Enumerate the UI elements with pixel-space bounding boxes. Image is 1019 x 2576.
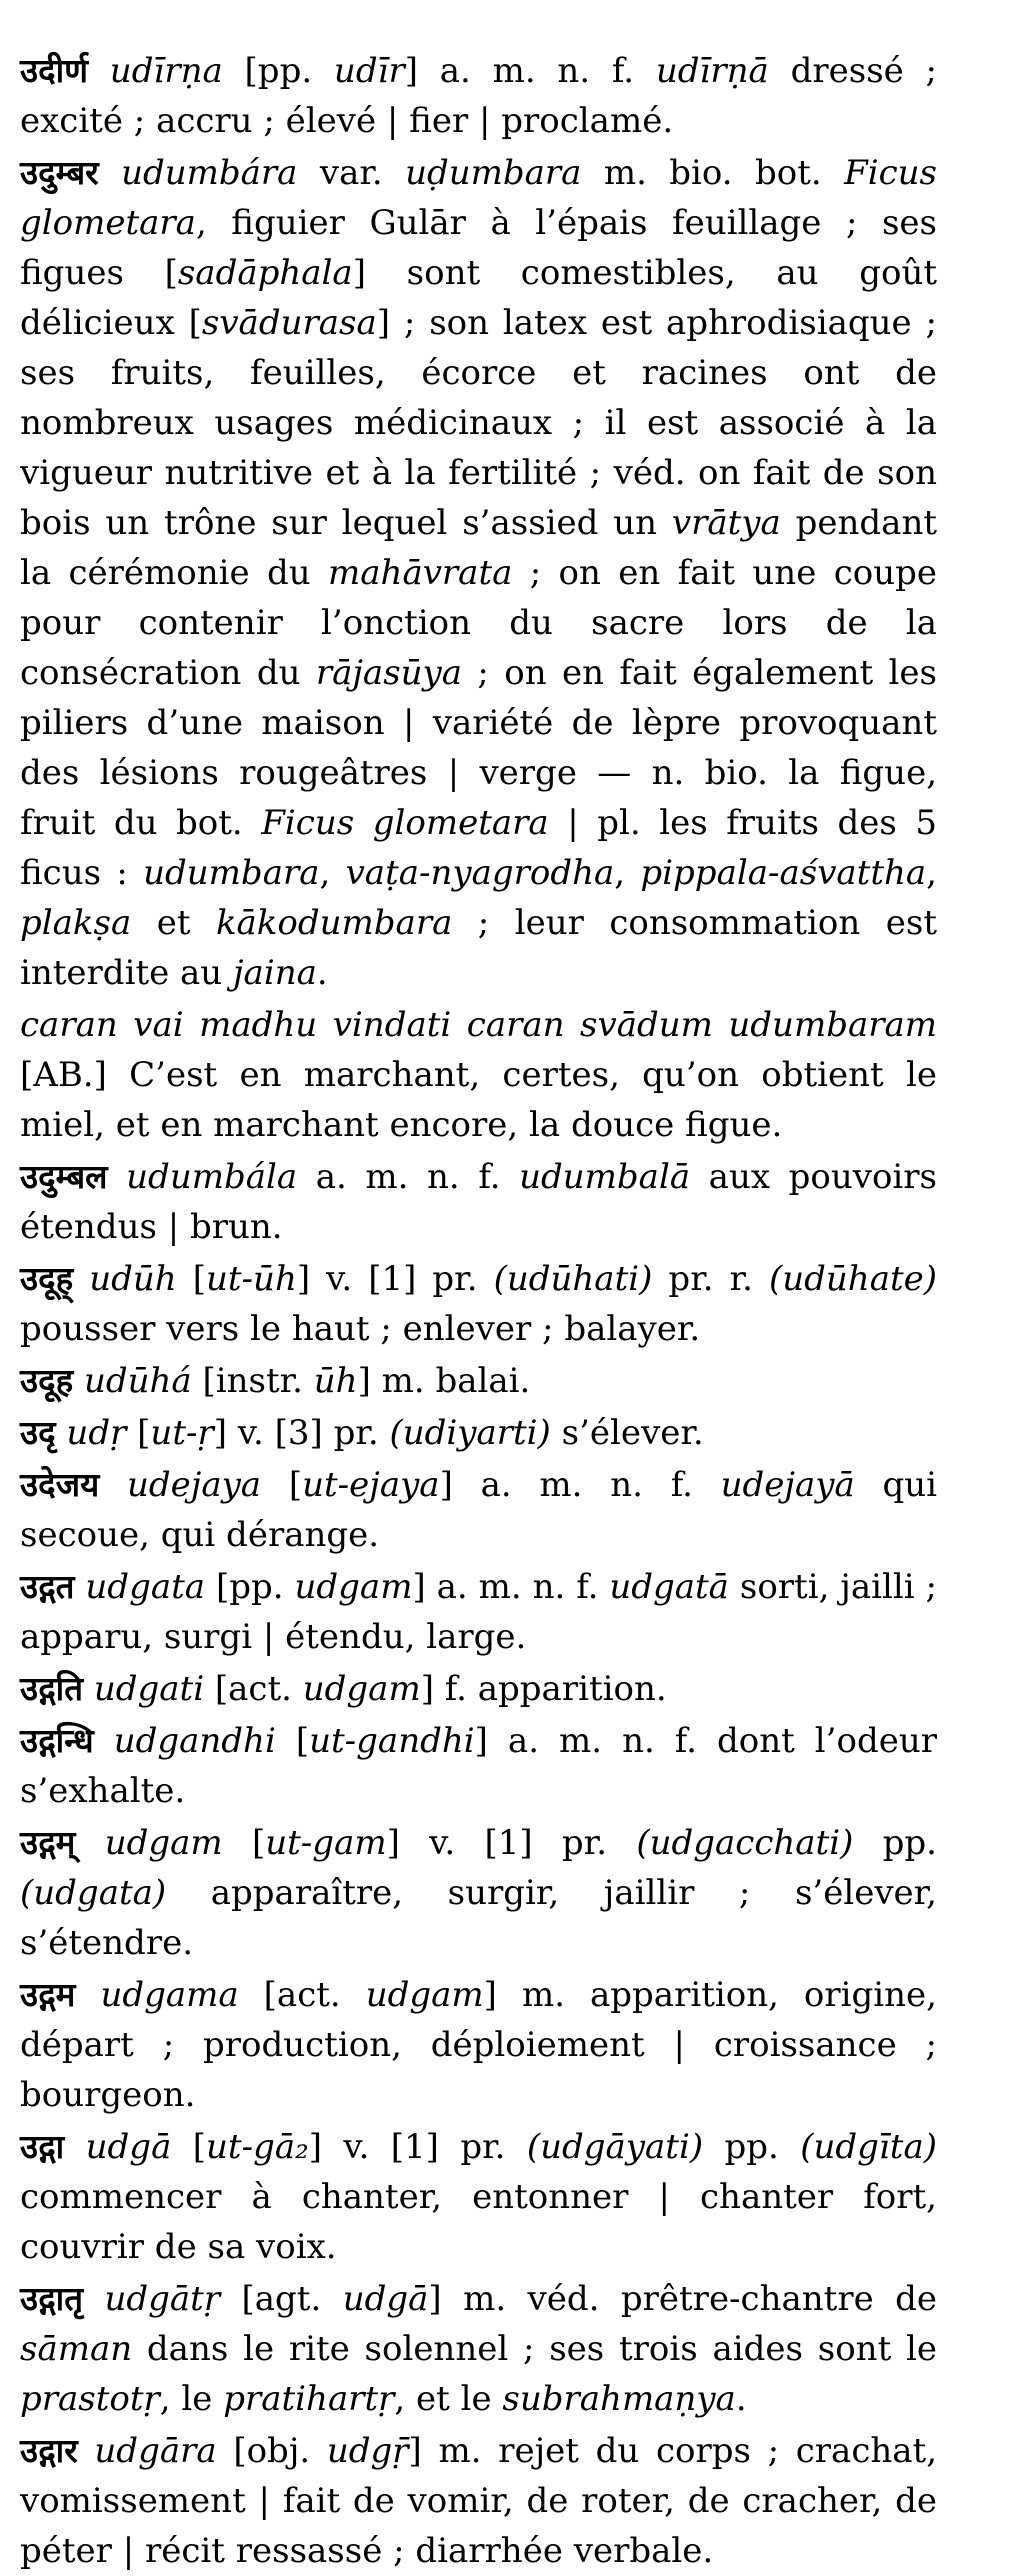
definition-text: s’élever. (550, 1413, 704, 1453)
definition-text: ] a. m. n. f. (439, 1465, 721, 1505)
definition-text: [ (171, 2127, 207, 2167)
definition-text: ] sont comestibles, au goût délicieux [ (20, 253, 938, 343)
definition-text: [act. (204, 1669, 303, 1709)
italic-term: udejayā (720, 1465, 855, 1505)
dictionary-entry (20, 1356, 937, 1406)
italic-term: Ficus glometara (20, 153, 937, 243)
dictionary-entry (20, 1562, 937, 1662)
definition-text: [ (176, 1259, 206, 1299)
italic-term: udgata (85, 1567, 206, 1607)
italic-term: pippala-aśvattha (640, 853, 927, 893)
definition-text: | pl. les fruits des 5 ficus : (20, 803, 938, 893)
italic-term: udgam (302, 1669, 421, 1709)
definition-text: . (735, 2379, 747, 2419)
definition-text: ; leur consommation est interdite au (20, 903, 937, 993)
italic-term: (udgīta) (800, 2127, 937, 2167)
italic-term: udgam (294, 1567, 413, 1607)
headword-devanagari: उदृ (20, 1413, 56, 1452)
dictionary-entry (20, 148, 937, 998)
definition-text: [pp. (222, 51, 334, 91)
headword-devanagari: उदूह् (20, 1259, 74, 1298)
definition-text: commencer à chanter, entonner | chanter fort, couvrir de sa voix. (20, 2177, 937, 2267)
italic-term: udumbara (143, 853, 320, 893)
italic-term: udgṝ (326, 2431, 409, 2471)
italic-term: prastotṛ (20, 2379, 160, 2419)
dictionary-entry (20, 2426, 937, 2576)
dictionary-entry (20, 1254, 937, 1354)
definition-text: ] a. m. n. f. dont l’odeur s’exhalte. (20, 1721, 937, 1811)
italic-term: ut-ūh (206, 1259, 297, 1299)
dictionary-entry (20, 1152, 937, 1252)
italic-term: (udūhati) (493, 1259, 653, 1299)
italic-term: ut-gā₂ (206, 2127, 309, 2167)
definition-text: apparaître, surgir, jaillir ; s’élever, s’étendre. (20, 1873, 937, 1963)
definition-text: [ (126, 1413, 151, 1453)
headword-devanagari: उद्गम् (20, 1823, 76, 1862)
definition-text: ] ; son latex est aphrodisiaque ; ses fruits, feuilles, écorce et racines ont de nombreux usages médicinaux ; il est associé à la vigueur nutritive et à la fertilité ; véd. on fait de son bois un trône sur lequel s’assied un (20, 303, 937, 543)
dictionary-entry (20, 1664, 937, 1714)
italic-term: Ficus glometara (261, 803, 549, 843)
definition-text: ; on en fait une coupe pour contenir l’onction du sacre lors de la consécration du (20, 553, 937, 693)
definition-text: ] v. [1] pr. (308, 2127, 527, 2167)
italic-term: ut-gam (265, 1823, 387, 1863)
italic-term: caran vai madhu vindati caran svādum udumbaram (20, 1005, 937, 1045)
headword-devanagari: उदुम्बल (20, 1157, 108, 1196)
italic-term: udgam (104, 1823, 223, 1863)
definition-text: ] m. véd. prêtre-chantre de (428, 2279, 938, 2319)
definition-text: , figuier Gulār à l’épais feuillage ; ses figues [ (20, 203, 937, 293)
definition-text: . (316, 953, 328, 993)
definition-text: pendant la cérémonie du (20, 503, 938, 593)
italic-term: kākodumbara (215, 903, 453, 943)
italic-term: udgā (85, 2127, 172, 2167)
definition-text: [ (275, 1721, 310, 1761)
definition-text: qui secoue, qui dérange. (20, 1465, 938, 1555)
italic-term: udgātṛ (104, 2279, 221, 2319)
headword-devanagari: उद्गत (20, 1567, 75, 1606)
definition-text: pp. (703, 2127, 801, 2167)
italic-term: mahāvrata (328, 553, 513, 593)
italic-term: udgāra (94, 2431, 217, 2471)
italic-term: svādurasa (201, 303, 377, 343)
italic-term: ūh (313, 1361, 358, 1401)
italic-term: (udiyarti) (389, 1413, 551, 1453)
italic-term: uḍumbara (405, 153, 582, 193)
italic-term: rājasūya (315, 653, 463, 693)
definition-text: ] v. [1] pr. (386, 1823, 637, 1863)
italic-term: (udgata) (20, 1873, 167, 1913)
italic-term: subrahmaṇya (502, 2379, 736, 2419)
italic-term: vrātya (671, 503, 781, 543)
headword-devanagari: उद्गार (20, 2431, 78, 2470)
definition-text: pousser vers le haut ; enlever ; balayer. (20, 1309, 701, 1349)
italic-term: udgatā (609, 1567, 729, 1607)
definition-text: , (319, 853, 346, 893)
italic-term: ut-gandhi (309, 1721, 475, 1761)
italic-term: udgam (365, 1975, 484, 2015)
dictionary-entry (20, 2122, 937, 2272)
definition-text: [ (261, 1465, 303, 1505)
definition-text: pr. r. (652, 1259, 769, 1299)
headword-devanagari: उदीर्ण (20, 51, 89, 90)
definition-text: ] f. apparition. (420, 1669, 667, 1709)
italic-term: vaṭa-nyagrodha (345, 853, 615, 893)
dictionary-entry (20, 1970, 937, 2120)
definition-text: sorti, jailli ; apparu, surgi | étendu, large. (20, 1567, 937, 1657)
dictionary-entry (20, 2274, 937, 2424)
italic-term: (udgacchati) (636, 1823, 854, 1863)
headword-devanagari: उद्गति (20, 1669, 84, 1708)
definition-text: [agt. (220, 2279, 343, 2319)
italic-term: ut-ṛ (150, 1413, 214, 1453)
italic-term: jaina (233, 953, 317, 993)
entry-list (20, 46, 937, 2576)
definition-text: var. (297, 153, 406, 193)
italic-term: ut-ejaya (302, 1465, 440, 1505)
headword-devanagari: उद्गम (20, 1975, 76, 2014)
italic-term: udgati (93, 1669, 205, 1709)
definition-text: ; on en fait également les piliers d’une maison | variété de lèpre provoquant des lésions rougeâtres | verge — n. bio. la figue, fruit du bot. (20, 653, 937, 843)
italic-term: udīrṇa (109, 51, 223, 91)
italic-term: (udūhate) (768, 1259, 938, 1299)
italic-term: pratihartṛ (223, 2379, 395, 2419)
definition-text: ] v. [1] pr. (296, 1259, 494, 1299)
italic-term: udṛ (66, 1413, 127, 1453)
definition-text: ] m. apparition, origine, départ ; production, déploiement | croissance ; bourgeon. (20, 1975, 937, 2115)
italic-term: udgā (342, 2279, 429, 2319)
italic-term: udgandhi (113, 1721, 276, 1761)
definition-text: , le (159, 2379, 224, 2419)
italic-term: udūhá (83, 1361, 192, 1401)
definition-text: , (614, 853, 641, 893)
italic-term: udīr (333, 51, 405, 91)
definition-text: ] a. m. n. f. (412, 1567, 610, 1607)
definition-text: ] v. [3] pr. (213, 1413, 390, 1453)
definition-text: [ (222, 1823, 266, 1863)
definition-text: m. bio. bot. (581, 153, 845, 193)
italic-term: udūh (89, 1259, 177, 1299)
dictionary-entry (20, 1818, 937, 1968)
dictionary-entry (20, 1460, 937, 1560)
italic-term: udumbára (121, 153, 298, 193)
headword-devanagari: उद्गातृ (20, 2279, 84, 2318)
definition-text: [instr. (191, 1361, 314, 1401)
dictionary-entry (20, 1716, 937, 1816)
italic-term: udumbála (126, 1157, 298, 1197)
italic-term: sāman (20, 2329, 133, 2369)
definition-text: et (131, 903, 216, 943)
definition-text: a. m. n. f. (297, 1157, 520, 1197)
definition-text: , (926, 853, 937, 893)
definition-text: [act. (238, 1975, 366, 2015)
headword-devanagari: उदुम्बर (20, 153, 99, 192)
headword-devanagari: उद्गा (20, 2127, 65, 2166)
definition-text: [obj. (216, 2431, 327, 2471)
definition-text: dressé ; excité ; accru ; élevé | fier | proclamé. (20, 51, 938, 141)
headword-devanagari: उदूह (20, 1361, 74, 1400)
italic-term: sadāphala (177, 253, 353, 293)
italic-term: plakṣa (20, 903, 132, 943)
italic-term: (udgāyati) (526, 2127, 704, 2167)
definition-text: aux pouvoirs étendus | brun. (20, 1157, 937, 1247)
definition-text: ] m. rejet du corps ; crachat, vomissement | fait de vomir, de roter, de cracher, de péter | récit ressassé ; diarrhée verbale. (20, 2431, 937, 2571)
italic-term: udejaya (127, 1465, 262, 1505)
definition-text: ] m. balai. (357, 1361, 531, 1401)
italic-term: udgama (100, 1975, 239, 2015)
definition-text: dans le rite solennel ; ses trois aides sont le (132, 2329, 937, 2369)
italic-term: udīrṇā (655, 51, 769, 91)
dictionary-entry (20, 46, 937, 146)
italic-term: udumbalā (519, 1157, 691, 1197)
quotation (20, 1000, 937, 1150)
definition-text: ] a. m. n. f. (404, 51, 656, 91)
definition-text: pp. (853, 1823, 937, 1863)
headword-devanagari: उद्गन्धि (20, 1721, 94, 1760)
definition-text: , et le (394, 2379, 503, 2419)
definition-text: [pp. (205, 1567, 295, 1607)
headword-devanagari: उदेजय (20, 1465, 100, 1504)
definition-text: [AB.] C’est en marchant, certes, qu’on obtient le miel, et en marchant encore, la douce figue. (20, 1055, 937, 1145)
dictionary-entry (20, 1408, 937, 1458)
